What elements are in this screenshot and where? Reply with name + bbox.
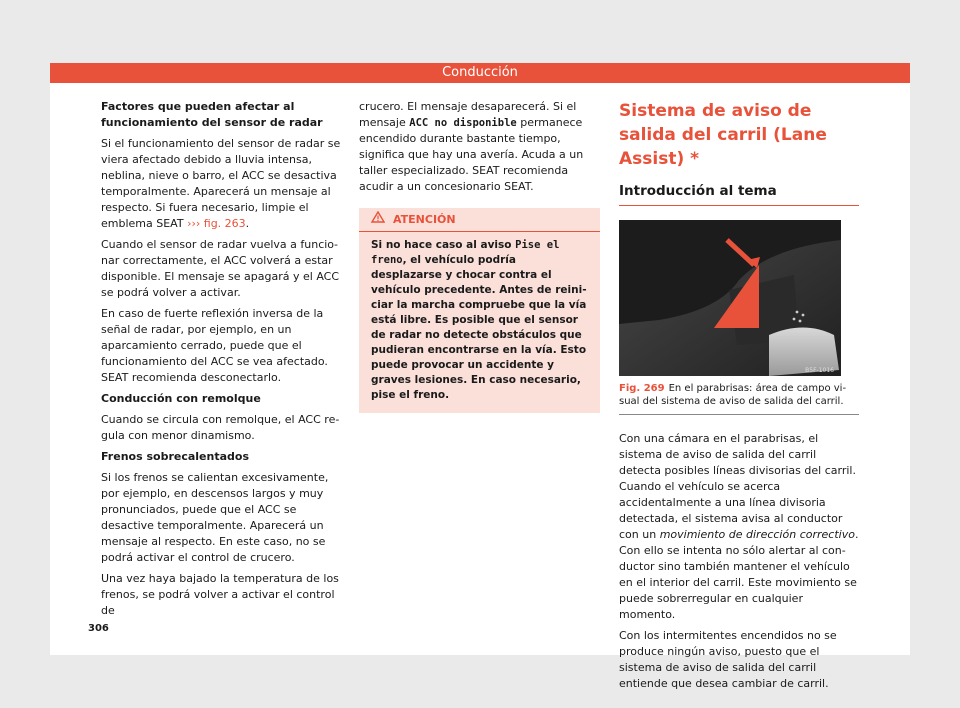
emphasis: movimiento de dirección correctivo bbox=[659, 528, 855, 541]
column-middle bbox=[359, 99, 600, 413]
figure-windshield-camera bbox=[619, 220, 841, 376]
subheading-brakes: Frenos sobrecalentados bbox=[101, 450, 249, 463]
paragraph: Cuando el sensor de radar vuelva a funcionar correctamente, el ACC volverá a estar disponible. El mensaje se apagará y el ACC se podrá volver a activar. bbox=[101, 238, 340, 299]
paragraph-text: Si el funcionamiento del sensor de radar se viera afectado debido a lluvia intensa, neblina, nieve o barro, el ACC se desactiva temporalmente. Aparecerá un mensaje al respecto. Si fuera necesario, limpie el emblema SEAT bbox=[101, 137, 341, 230]
paragraph-text: Con una cámara en el parabrisas, el sistema de aviso de salida del carril detecta posibles líneas divisorias del carril. Cuando el vehículo se acerca accidentalmente a una línea divisoria detectada, el sistema avisa al conductor con un bbox=[619, 432, 856, 541]
paragraph: Cuando se circula con remolque, el ACC regula con menor dinamismo. bbox=[101, 413, 340, 442]
figure-number: Fig. 269 bbox=[619, 383, 665, 394]
paragraph-text: crucero. El mensaje desaparecerá. Si el mensaje bbox=[359, 100, 577, 129]
warning-header bbox=[359, 208, 600, 232]
paragraph-text: . Con ello se intenta no sólo alertar al conductor sino también mantener el vehículo en el interior del carril. Este movimiento se puede sobrerregular en cualquier momento. bbox=[619, 528, 859, 621]
section-title: Sistema de aviso de salida del carril (Lane Assist) * bbox=[619, 101, 827, 169]
subsection-title: Introducción al tema bbox=[619, 183, 859, 206]
display-message: ACC no disponible bbox=[409, 117, 517, 129]
warning-text-part: , el vehículo podría desplazarse y chocar contra el vehículo precedente. Antes de reiniciar la marcha compruebe que la vía está libre. Es posible que el sensor de radar no detecte obstáculos que pudieran encontrarse en la vía. Esto puede provocar un accidente y graves lesiones. En caso necesario, pise el freno. bbox=[371, 254, 587, 401]
paragraph: Una vez haya bajado la temperatura de los frenos, se podrá volver a activar el control de bbox=[101, 572, 339, 617]
warning-triangle-icon bbox=[371, 211, 385, 228]
paragraph: Con los intermitentes encendidos no se produce ningún aviso, puesto que el sistema de aviso de salida del carril entiende que desea cambiar de carril. bbox=[619, 629, 837, 690]
paragraph-end: . bbox=[245, 217, 250, 230]
subheading-trailer: Conducción con remolque bbox=[101, 392, 261, 405]
paragraph bbox=[101, 136, 341, 232]
paragraph: En caso de fuerte reflexión inversa de la señal de radar, por ejemplo, en un aparcamiento cerrado, puede que el funcionamiento del ACC se vea afectado. SEAT recomienda desconectarlo. bbox=[101, 307, 328, 384]
warning-text bbox=[359, 232, 600, 403]
warning-text-part: Si no hace caso al aviso bbox=[371, 239, 512, 251]
column-right bbox=[619, 99, 859, 697]
paragraph-text: permanece encendido durante bastante tiempo, significa que hay una avería. Acuda a un taller especializado. SEAT recomienda acudir a un concesionario SEAT. bbox=[359, 116, 584, 193]
warning-title: ATENCIÓN bbox=[393, 212, 456, 226]
figure-link[interactable]: ››› fig. 263 bbox=[187, 217, 246, 230]
figure-caption bbox=[619, 376, 859, 415]
display-message: Pise el freno bbox=[371, 239, 560, 266]
section-header: Conducción bbox=[50, 63, 910, 83]
figure-caption-text: En el parabrisas: área de campo visual del sistema de aviso de salida del carril. bbox=[619, 383, 847, 407]
paragraph bbox=[619, 431, 859, 623]
manual-page bbox=[50, 63, 910, 690]
paragraph bbox=[359, 99, 600, 195]
figure-code: B5F-1016 bbox=[805, 367, 834, 374]
paragraph: Si los frenos se calientan excesivamente, por ejemplo, en descensos largos y muy pronunciados, puede que el ACC se desactive temporalmente. Aparecerá un mensaje al respecto. En este caso, no se podrá activar el control de crucero. bbox=[101, 471, 329, 564]
column-left bbox=[101, 99, 341, 624]
warning-box bbox=[359, 208, 600, 413]
page-number: 306 bbox=[88, 623, 109, 634]
subheading-radar-factors: Factores que pueden afectar al funcionamiento del sensor de radar bbox=[101, 100, 323, 129]
